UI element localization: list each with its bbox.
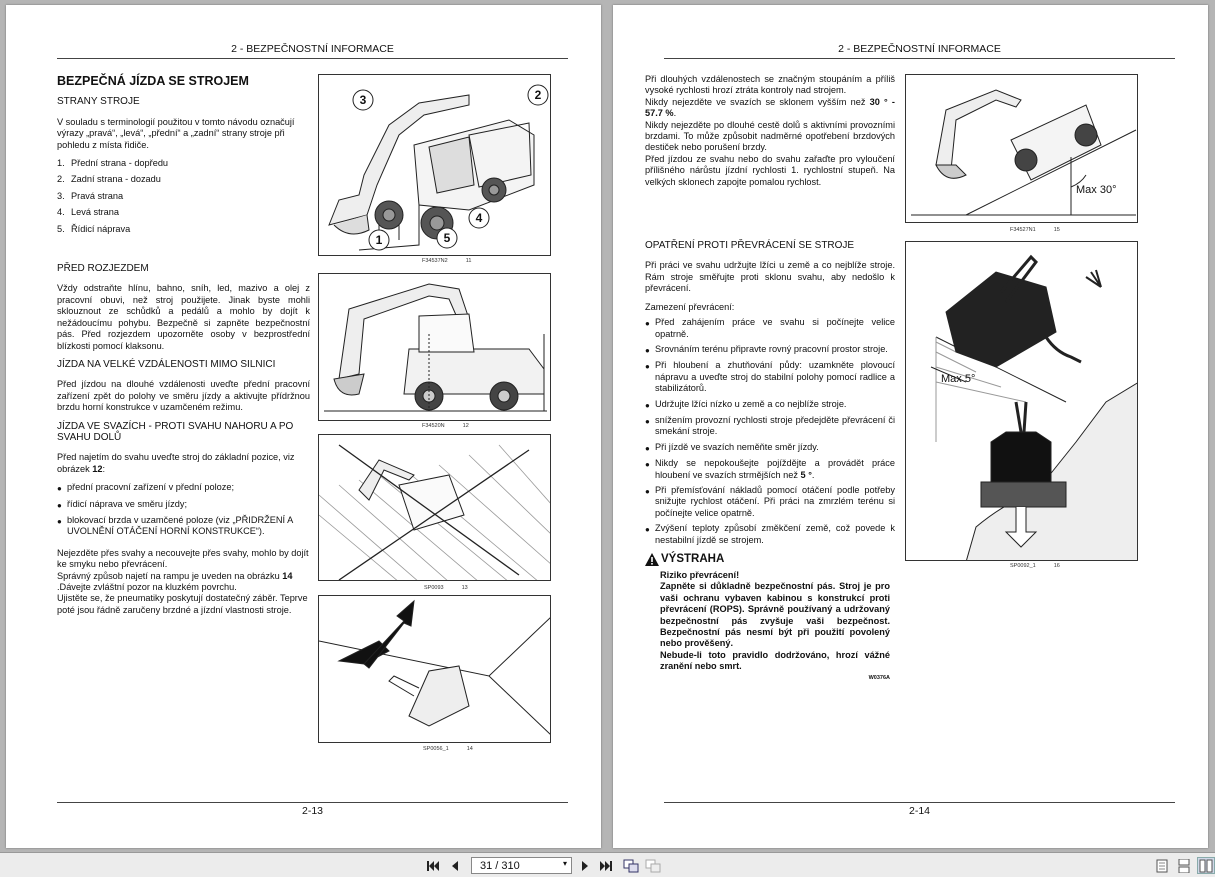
prev-page-icon[interactable] — [448, 857, 462, 874]
figure-caption: SP0056_1 14 — [423, 746, 473, 752]
continuous-view-icon[interactable] — [1176, 857, 1192, 874]
left-text-column — [57, 74, 310, 616]
page-title: BEZPEČNÁ JÍZDA SE STROJEM — [57, 74, 249, 88]
paragraph: Před jízdou na dlouhé vzdálenosti uveďte přední pracovní zařízení zpět do polohy ve směru jízdy a aktivujte přídržnou brzdu horní konstrukce v uzamčeném režimu. — [57, 379, 310, 413]
paragraph: Před najetím do svahu uveďte stroj do základní pozice, viz obrázek 12: — [57, 452, 295, 474]
figure-max-slope-30 — [905, 74, 1138, 223]
list-item: ● Při hloubení a zhutňování půdy: uzamkněte plovoucí nápravu a uveďte stroj do stabilní polohy pomocí radlice a stabilizátorů. — [645, 360, 895, 394]
paragraph: Nikdy nejezděte po dlouhé cestě dolů s aktivními provozními brzdami. To může způsobit nadměrné opotřebení brzdových destiček nebo porušení brzdy. — [645, 119, 895, 153]
page-header: 2 - BEZPEČNOSTNÍ INFORMACE — [231, 43, 394, 55]
list-item: ● řídicí náprava ve směru jízdy; — [57, 498, 187, 510]
paragraph: Zamezení převrácení: — [645, 301, 735, 312]
paragraph: Správný způsob najetí na rampu je uveden na obrázku 14 .Dávejte zvláštní pozor na kluzkém povrchu. — [57, 570, 293, 592]
chevron-down-icon[interactable]: ▾ — [562, 859, 567, 868]
page-number: 2-13 — [301, 805, 323, 817]
warning-heading: VÝSTRAHA — [645, 553, 895, 566]
figure-rollover-prevention — [905, 241, 1138, 561]
list-item: ● Zvýšení teploty způsobí změkčení země, což povede k nestabilní jízdě se strojem. — [645, 523, 895, 545]
paragraph: Při práci ve svahu udržujte lžíci u země a co nejblíže stroje. Rám stroje směřujte proti sklonu svahu, aby nedošlo k převrácení. — [645, 260, 895, 294]
figure-caption: SP0092_1 16 — [1010, 563, 1060, 569]
header-rule — [664, 58, 1175, 59]
list-item: ● Srovnáním terénu připravte rovný pracovní prostor stroje. — [645, 343, 888, 355]
list-item: 3. Pravá strana — [57, 190, 124, 201]
figure-caption: F34520N 12 — [422, 423, 469, 429]
section-heading: PŘED ROZJEZDEM — [57, 263, 149, 275]
list-item: 1. Přední strana - dopředu — [57, 158, 169, 169]
page-number-input[interactable]: 31 / 310 ▾ — [471, 857, 572, 874]
callout-3: 3 — [359, 93, 367, 107]
callout-4: 4 — [475, 211, 483, 225]
page-number: 2-14 — [908, 805, 930, 817]
page-header: 2 - BEZPEČNOSTNÍ INFORMACE — [838, 43, 1001, 55]
list-item: 5. Řídicí náprava — [57, 223, 131, 234]
right-text-column — [645, 74, 895, 684]
header-rule — [57, 58, 568, 59]
slope-label: Max 30° — [1076, 184, 1117, 196]
list-item: ● Před zahájením práce ve svahu si počínejte velice opatrně. — [645, 317, 895, 339]
figure-caption: F34537N2 11 — [422, 258, 472, 264]
callout-1: 1 — [375, 233, 383, 247]
list-item: ● snížením provozní rychlosti stroje předejděte převrácení či smekání stroje. — [645, 414, 895, 437]
paragraph: Před jízdou ze svahu nebo do svahu zařaďte pro vyloučení přílišného nárůstu jízdní rychlosti 1. rychlostní stupeň. Na velkých sklonech zapojte pomalou rychlost. — [645, 153, 895, 187]
warning-code: W0376A — [868, 674, 890, 681]
figure-slope-wrong — [318, 434, 551, 581]
viewer-toolbar — [0, 852, 1215, 877]
figure-caption: SP0093 13 — [424, 585, 468, 591]
paste-icon[interactable] — [644, 857, 662, 874]
figure-travel-position — [318, 273, 551, 421]
section-heading: JÍZDA VE SVAZÍCH - PROTI SVAHU NAHORU A PO SVAHU DOLŮ — [57, 420, 294, 443]
left-page — [6, 5, 601, 848]
paragraph: Ujistěte se, že pneumatiky poskytují dostatečný záběr. Teprve poté jsou řádně zaručeny brzdné a jízdní vlastnosti stroje. — [57, 593, 308, 615]
section-heading: OPATŘENÍ PROTI PŘEVRÁCENÍ SE STROJE — [645, 240, 855, 252]
figure-machine-sides — [318, 74, 551, 256]
warning-triangle-icon — [645, 553, 659, 566]
list-item: 4. Levá strana — [57, 207, 120, 218]
paragraph: V souladu s terminologií použitou v tomto návodu označují výrazy „pravá“, „levá“, „přední“ a „zadní“ strany stroje při pohledu z místa řidiče. — [57, 116, 295, 150]
footer-rule — [57, 802, 568, 803]
two-page-view-icon[interactable] — [1197, 857, 1215, 874]
paragraph: Nejezděte přes svahy a necouvejte přes svahy, mohlo by dojít ke smyku nebo převrácení. — [57, 547, 309, 570]
list-item: ● Nikdy se nepokoušejte pojíždějte a provádět práce hloubení ve svazích strmějších než 5 °. — [645, 458, 895, 480]
paragraph: Při dlouhých vzdálenostech se značným stoupáním a příliš vysoké rychlosti hrozí ztráta kontroly nad strojem. — [645, 74, 895, 96]
slope-label: Max 5° — [941, 373, 976, 385]
bullet-list — [57, 482, 310, 538]
paragraph: Nikdy nejezděte ve svazích se sklonem vyšším než 30 ° - 57.7 %. — [645, 96, 895, 119]
section-heading: JÍZDA NA VELKÉ VZDÁLENOSTI MIMO SILNICI — [57, 358, 276, 370]
list-item: ● přední pracovní zařízení v přední poloze; — [57, 482, 235, 494]
copy-icon[interactable] — [622, 857, 640, 874]
list-item: ● Udržujte lžíci nízko u země a co nejblíže stroje. — [645, 398, 847, 410]
bullet-list — [645, 317, 895, 546]
warning-body: Riziko převrácení! Zapněte si důkladně bezpečnostní pás. Stroj je pro vaši ochranu vybaven kabinou s konstrukcí proti převrácení (ROPS). Správně používaný a udržovaný bezpečnostní pás zvyšuje vaši bezpečnost. Bezpečnostní pás nesmí být při použití povolený nebo prověšený. Nebude-li toto pravidlo dodržováno, hrozí vážné zranění nebo smrt. — [660, 570, 890, 672]
callout-5: 5 — [443, 231, 451, 245]
list-item: ● blokovací brzda v uzamčené poloze (viz „PŘIDRŽENÍ A UVOLNĚNÍ OTÁČENÍ HORNÍ KONSTRUKCE“). — [57, 514, 293, 537]
last-page-icon[interactable] — [598, 857, 614, 874]
list-item: 2. Zadní strana - dozadu — [57, 174, 161, 185]
next-page-icon[interactable] — [578, 857, 592, 874]
figure-ramp-approach — [318, 595, 551, 743]
sides-list — [57, 158, 310, 235]
list-item: ● Při přemísťování nákladů pomocí otáčení podle potřeby snižujte rychlost otáčení. Při práci na zmrzlém terénu si počínejte velice opatrně. — [645, 484, 895, 518]
figure-caption: F34527N1 15 — [1010, 227, 1060, 233]
right-page — [613, 5, 1208, 848]
footer-rule — [664, 802, 1175, 803]
list-item: ● Při jízdě ve svazích neměňte směr jízdy. — [645, 441, 819, 453]
section-heading: STRANY STROJE — [57, 96, 140, 108]
paragraph: Vždy odstraňte hlínu, bahno, sníh, led, mazivo a olej z pracovní obuvi, než stroj použijete. Jinak byste mohli sklouznout ze schůdků a pedálů a mohlo by dojít k nežádoucímu pohybu. Bezpečně si zapněte bezpečnostní pás. Před rozjezdem upozorněte osoby v bezprostřední blízkosti pomocí klaksonu. — [57, 283, 310, 351]
first-page-icon[interactable] — [425, 857, 441, 874]
callout-2: 2 — [534, 88, 542, 102]
single-page-view-icon[interactable] — [1154, 857, 1170, 874]
